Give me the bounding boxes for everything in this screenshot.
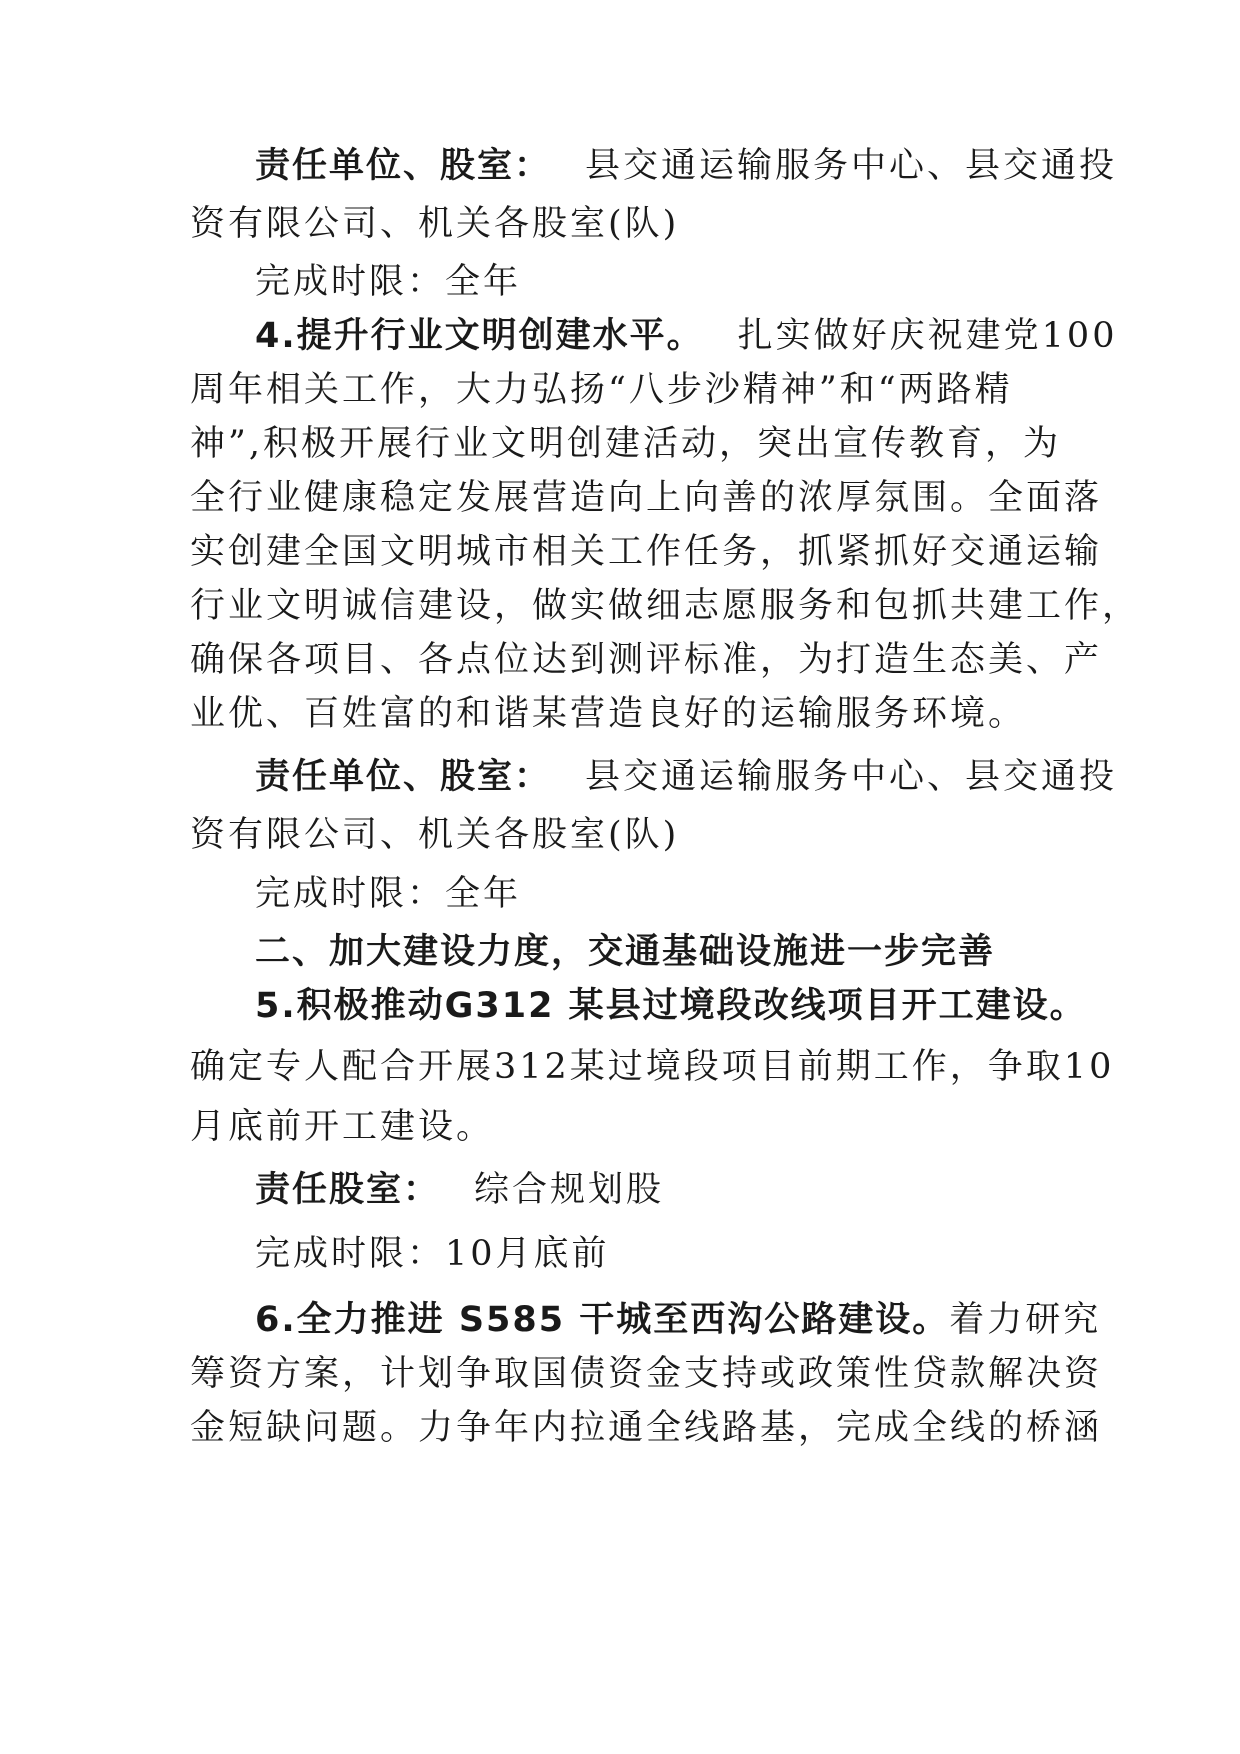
item-4-responsibility-continuation: 资有限公司、机关各股室(队)	[190, 815, 680, 855]
responsibility-continuation: 资有限公司、机关各股室(队)	[190, 204, 680, 244]
item-4-text-line-8: 业优、百姓富的和谐某营造良好的运输服务环境。	[190, 694, 1027, 734]
item-4-responsibility-label: 责任单位、股室：	[255, 757, 552, 797]
item-6-heading: 6.全力推进 S585 干城至西沟公路建设。	[255, 1300, 950, 1340]
section-2-heading: 二、加大建设力度，交通基础设施进一步完善	[255, 932, 996, 972]
item-6-text-line-3: 金短缺问题。力争年内拉通全线路基，完成全线的桥涵	[190, 1408, 1103, 1448]
item-5-deadline: 完成时限：10月底前	[255, 1234, 610, 1274]
item-4-text-line-6: 行业文明诚信建设，做实做细志愿服务和包抓共建工作，	[190, 586, 1141, 626]
item-6-first-line	[255, 1298, 1101, 1342]
item-4-text-line-7: 确保各项目、各点位达到测评标准，为打造生态美、产	[190, 640, 1103, 680]
responsibility-label: 责任单位、股室：	[255, 146, 552, 186]
deadline-line: 完成时限：全年	[255, 262, 522, 302]
item-4-responsibility-line	[255, 755, 1117, 799]
responsibility-line	[255, 144, 1117, 188]
item-5-responsibility-line	[255, 1168, 664, 1212]
item-5-heading: 5.积极推动G312 某县过境段改线项目开工建设。	[255, 986, 1087, 1026]
item-5-text-line-2: 月底前开工建设。	[190, 1107, 495, 1147]
item-5-responsibility-value: 综合规划股	[474, 1170, 665, 1210]
item-6-text-line-2: 筹资方案，计划争取国债资金支持或政策性贷款解决资	[190, 1354, 1103, 1394]
item-5-text-line-1: 确定专人配合开展312某过境段项目前期工作，争取10	[190, 1047, 1115, 1087]
responsibility-value: 县交通运输服务中心、县交通投	[585, 146, 1118, 186]
item-4-first-line	[255, 314, 1117, 358]
item-4-responsibility-value: 县交通运输服务中心、县交通投	[585, 757, 1118, 797]
item-4-deadline: 完成时限：全年	[255, 874, 522, 914]
item-4-text-line-2: 周年相关工作，大力弘扬“八步沙精神”和“两路精	[190, 370, 1013, 410]
item-4-text-line-3: 神”,积极开展行业文明创建活动，突出宣传教育，为	[190, 424, 1062, 464]
item-6-text-line-1: 着力研究	[949, 1300, 1102, 1340]
item-4-text-line-5: 实创建全国文明城市相关工作任务，抓紧抓好交通运输	[190, 532, 1103, 572]
item-4-text-line-1: 扎实做好庆祝建党100	[737, 316, 1118, 356]
item-4-heading: 4.提升行业文明创建水平。	[255, 316, 704, 356]
item-4-text-line-4: 全行业健康稳定发展营造向上向善的浓厚氛围。全面落	[190, 478, 1103, 518]
item-5-responsibility-label: 责任股室：	[255, 1170, 441, 1210]
